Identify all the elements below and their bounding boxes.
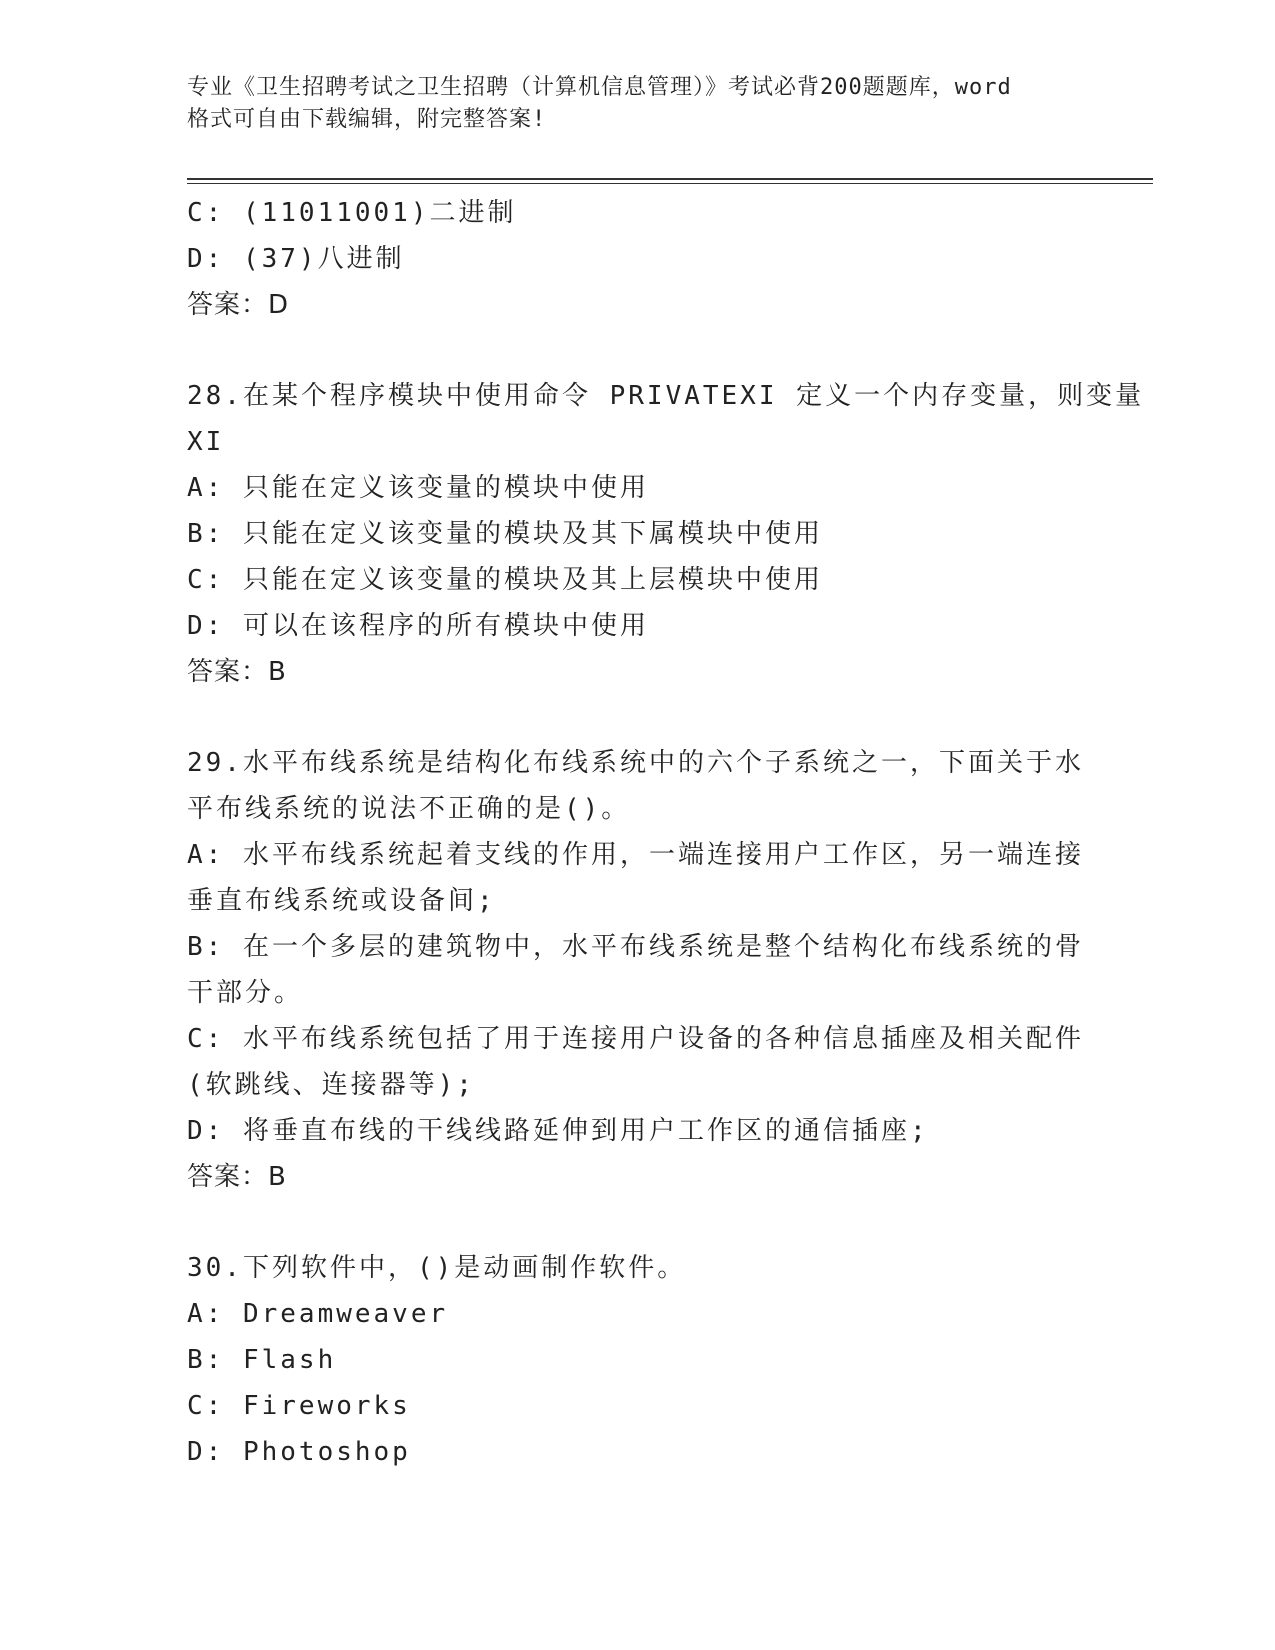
- q29-option-a-line-2: 垂直布线系统或设备间;: [187, 886, 496, 916]
- q28-answer: 答案：B: [187, 657, 287, 687]
- q28-option-b: B: 只能在定义该变量的模块及其下属模块中使用: [187, 519, 823, 549]
- q28-stem-line-2: XI: [187, 427, 225, 457]
- header-title-line-1: 专业《卫生招聘考试之卫生招聘（计算机信息管理）》考试必背200题题库，word: [187, 75, 1012, 100]
- q29-option-c-line-1: C: 水平布线系统包括了用于连接用户设备的各种信息插座及相关配件: [187, 1024, 1084, 1054]
- q29-stem-line-2: 平布线系统的说法不正确的是()。: [187, 794, 631, 824]
- q28-stem-line-1: 28.在某个程序模块中使用命令 PRIVATEXI 定义一个内存变量，则变量: [187, 381, 1145, 411]
- spacer: [187, 695, 1087, 740]
- q29-option-b-line-1: B: 在一个多层的建筑物中，水平布线系统是整个结构化布线系统的骨: [187, 932, 1084, 962]
- q29-option-a-line-1: A: 水平布线系统起着支线的作用，一端连接用户工作区，另一端连接: [187, 840, 1084, 870]
- q29-option-c-line-2: (软跳线、连接器等);: [187, 1070, 475, 1100]
- header-divider-thick: [187, 178, 1153, 180]
- question-27-tail: [187, 190, 1087, 328]
- question-29: [187, 740, 1087, 1200]
- q28-option-a: A: 只能在定义该变量的模块中使用: [187, 473, 649, 503]
- document-header: [187, 72, 1087, 136]
- question-list: [187, 190, 1145, 1475]
- q28-option-d: D: 可以在该程序的所有模块中使用: [187, 611, 649, 641]
- q27-answer: 答案：D: [187, 290, 290, 320]
- q29-option-b-line-2: 干部分。: [187, 978, 304, 1008]
- q27-option-d: D: (37)八进制: [187, 244, 405, 274]
- q29-stem-line-1: 29.水平布线系统是结构化布线系统中的六个子系统之一，下面关于水: [187, 748, 1084, 778]
- q30-option-c: C: Fireworks: [187, 1391, 411, 1421]
- q29-answer: 答案：B: [187, 1162, 287, 1192]
- q30-option-d: D: Photoshop: [187, 1437, 411, 1467]
- spacer: [187, 1200, 1087, 1245]
- q30-stem: 30.下列软件中，()是动画制作软件。: [187, 1253, 687, 1283]
- spacer: [187, 328, 1087, 373]
- question-30: [187, 1245, 1087, 1475]
- q28-option-c: C: 只能在定义该变量的模块及其上层模块中使用: [187, 565, 823, 595]
- q30-option-b: B: Flash: [187, 1345, 337, 1375]
- header-title-line-2: 格式可自由下载编辑，附完整答案!: [187, 107, 547, 132]
- question-28: [187, 373, 1145, 695]
- q29-option-d: D: 将垂直布线的干线线路延伸到用户工作区的通信插座;: [187, 1116, 929, 1146]
- q27-option-c: C: (11011001)二进制: [187, 198, 517, 228]
- header-divider-thin: [187, 183, 1153, 184]
- q30-option-a: A: Dreamweaver: [187, 1299, 449, 1329]
